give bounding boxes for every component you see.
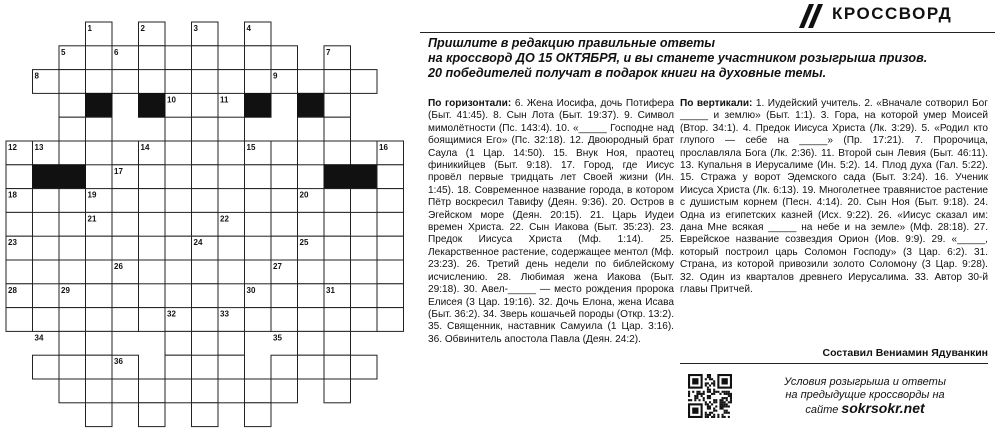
grid-cell[interactable] xyxy=(192,308,219,332)
grid-cell[interactable] xyxy=(271,379,298,403)
grid-cell[interactable] xyxy=(218,70,245,94)
grid-cell[interactable] xyxy=(165,236,192,260)
grid-cell[interactable] xyxy=(6,308,33,332)
cell-number: 13 xyxy=(34,143,44,152)
grid-cell[interactable] xyxy=(271,308,298,332)
grid-cell[interactable] xyxy=(377,212,404,236)
grid-cell[interactable] xyxy=(59,260,86,284)
black-cell xyxy=(33,165,60,189)
grid-cell[interactable] xyxy=(86,141,113,165)
grid-cell[interactable] xyxy=(192,46,219,70)
cell-number: 25 xyxy=(299,238,309,248)
grid-cell[interactable] xyxy=(59,70,86,94)
grid-cell[interactable] xyxy=(377,236,404,260)
footer-divider xyxy=(680,363,988,364)
grid-cell[interactable] xyxy=(59,308,86,332)
grid-cell[interactable] xyxy=(218,117,245,141)
cell-number: 14 xyxy=(140,143,150,152)
grid-cell[interactable] xyxy=(33,284,60,308)
cell-number: 23 xyxy=(8,238,17,248)
cell-number: 29 xyxy=(61,285,70,295)
grid-cell[interactable] xyxy=(59,331,86,355)
down-text: 1. Иудейский учитель. 2. «Вначале сотворил Бог _____ и землю» (Быт. 1:1). 3. Гора, на которой умер Моисей (Втор. 34:1). 4. Предок Иисуса Христа (Лк. 3:29). 5. «Родил кто глупого — себе на _____» (Пр. 17:21). 7. Пророчица, прославляла Бога (Лк. 2:36). 11. Второй сын Левия (Быт. 46:11). 13. Купальня в Иерусалиме (Ин. 5:2). 14. Плод духа (Гал. 5:22). 15. Стража у ворот Эдемского сада (Быт. 3:24). 16. Ученик Иисуса Христа (Лк. 6:13). 19. Многолетнее травянистое растение с душистым корнем (Песн. 4:14). 20. Сын Ноя (Быт. 9:18). 24. Одна из египетских казней (Исх. 9:22). 26. «Иисус сказал им: дана Мне всякая _____ на небе и на земле» (Мф. 28:18). 27. Еврейское название созвездия Орион (Иов. 9:9). 29. «_____, который построил царь Соломон Господу» (3 Цар. 6:2). 31. Страна, из которой привозили золото Соломону (3 Цар. 9:28). 32. Один из кварталов древнего Иерусалима. 33. Автор 30-й главы Притчей. xyxy=(680,98,988,296)
cell-number: 3 xyxy=(193,24,198,33)
grid-cell[interactable] xyxy=(112,189,139,213)
cell-number: 34 xyxy=(34,333,44,343)
grid-cell[interactable] xyxy=(324,331,351,355)
grid-cell[interactable] xyxy=(192,165,219,189)
qr-code-icon xyxy=(688,374,732,418)
black-cell xyxy=(86,93,113,117)
grid-cell[interactable] xyxy=(271,236,298,260)
page-title: КРОССВОРД xyxy=(832,4,953,23)
cell-number: 17 xyxy=(114,166,123,176)
grid-cell[interactable] xyxy=(298,117,325,141)
grid-cell[interactable] xyxy=(324,70,351,94)
grid-cell[interactable] xyxy=(165,260,192,284)
grid-cell[interactable] xyxy=(298,308,325,332)
cell-number: 1 xyxy=(87,24,92,33)
grid-cell[interactable] xyxy=(245,403,272,427)
grid-cell[interactable] xyxy=(218,331,245,355)
grid-cell[interactable] xyxy=(112,379,139,403)
grid-cell[interactable] xyxy=(139,165,166,189)
grid-cell[interactable] xyxy=(218,379,245,403)
cell-number: 26 xyxy=(114,262,123,271)
cell-number: 36 xyxy=(114,357,123,367)
grid-cell[interactable] xyxy=(324,141,351,165)
grid-cell[interactable] xyxy=(298,355,325,379)
grid-cell[interactable] xyxy=(192,379,219,403)
grid-cell[interactable] xyxy=(59,141,86,165)
grid-cell[interactable] xyxy=(192,141,219,165)
grid-cell[interactable] xyxy=(271,212,298,236)
grid-cell[interactable] xyxy=(86,355,113,379)
grid-cell[interactable] xyxy=(165,212,192,236)
down-heading: По вертикали: xyxy=(680,98,753,109)
cell-number: 27 xyxy=(273,262,282,271)
cell-number: 28 xyxy=(8,285,17,295)
down-clues xyxy=(680,98,988,297)
grid-cell[interactable] xyxy=(271,284,298,308)
cell-number: 33 xyxy=(220,309,229,319)
intro-line: на кроссворд ДО 15 ОКТЯБРЯ, и вы станете участником розыгрыша призов. xyxy=(428,51,928,65)
grid-cell[interactable] xyxy=(112,236,139,260)
grid-cell[interactable] xyxy=(86,260,113,284)
grid-cell[interactable] xyxy=(59,212,86,236)
grid-cell[interactable] xyxy=(59,189,86,213)
grid-cell[interactable] xyxy=(112,308,139,332)
grid-cell[interactable] xyxy=(377,260,404,284)
intro-line: 20 победителей получат в подарок книги на духовные темы. xyxy=(428,66,827,80)
grid-cell[interactable] xyxy=(351,236,378,260)
grid-cell[interactable] xyxy=(112,141,139,165)
grid-cell[interactable] xyxy=(245,189,272,213)
grid-cell[interactable] xyxy=(271,165,298,189)
grid-cell[interactable] xyxy=(33,236,60,260)
black-cell xyxy=(324,165,351,189)
cell-number: 31 xyxy=(326,285,335,295)
cell-number: 21 xyxy=(87,214,97,224)
grid-cell[interactable] xyxy=(59,355,86,379)
cell-number: 32 xyxy=(167,309,176,319)
site-link[interactable]: sokrsokr.net xyxy=(841,400,925,416)
cell-number: 24 xyxy=(193,238,203,248)
grid-cell[interactable] xyxy=(192,331,219,355)
grid-cell[interactable] xyxy=(6,212,33,236)
grid-cell[interactable] xyxy=(351,70,378,94)
grid-cell[interactable] xyxy=(86,308,113,332)
black-cell xyxy=(245,93,272,117)
cell-number: 15 xyxy=(246,143,256,152)
grid-cell[interactable] xyxy=(165,70,192,94)
cell-number: 2 xyxy=(140,24,145,33)
grid-cell[interactable] xyxy=(377,165,404,189)
grid-cell[interactable] xyxy=(192,260,219,284)
cell-number: 19 xyxy=(87,190,97,200)
author-credit: Составил Вениамин Ядуванкин xyxy=(822,347,988,359)
cell-number: 8 xyxy=(34,71,39,81)
grid-cell[interactable] xyxy=(245,379,272,403)
grid-cell[interactable] xyxy=(139,308,166,332)
grid-cell[interactable] xyxy=(192,403,219,427)
grid-cell[interactable] xyxy=(298,70,325,94)
grid-cell[interactable] xyxy=(324,212,351,236)
grid-cell[interactable] xyxy=(86,70,113,94)
grid-cell[interactable] xyxy=(192,212,219,236)
cell-number: 9 xyxy=(273,71,278,81)
grid-cell[interactable] xyxy=(139,236,166,260)
grid-cell[interactable] xyxy=(377,189,404,213)
grid-cell[interactable] xyxy=(271,141,298,165)
cell-number: 7 xyxy=(326,47,331,57)
grid-cell[interactable] xyxy=(351,355,378,379)
grid-cell[interactable] xyxy=(139,284,166,308)
grid-cell[interactable] xyxy=(86,117,113,141)
grid-cell[interactable] xyxy=(139,379,166,403)
grid-cell[interactable] xyxy=(298,141,325,165)
grid-cell[interactable] xyxy=(377,284,404,308)
grid-cell[interactable] xyxy=(245,46,272,70)
cell-number: 11 xyxy=(220,95,229,105)
cell-number: 16 xyxy=(379,143,388,152)
grid-cell[interactable] xyxy=(6,260,33,284)
grid-cell[interactable] xyxy=(351,308,378,332)
grid-cell[interactable] xyxy=(324,117,351,141)
black-cell xyxy=(298,93,325,117)
grid-cell[interactable] xyxy=(218,46,245,70)
grid-cell[interactable] xyxy=(112,284,139,308)
grid-cell[interactable] xyxy=(165,379,192,403)
grid-cell[interactable] xyxy=(324,260,351,284)
grid-cell[interactable] xyxy=(192,117,219,141)
grid-cell[interactable] xyxy=(351,189,378,213)
header-divider xyxy=(420,32,995,33)
grid-cell[interactable] xyxy=(165,117,192,141)
grid-cell[interactable] xyxy=(245,165,272,189)
grid-cell[interactable] xyxy=(271,189,298,213)
cell-number: 20 xyxy=(299,190,309,200)
footer-line: на предыдущие кроссворды на xyxy=(785,389,945,401)
grid-cell[interactable] xyxy=(218,355,245,379)
grid-cell[interactable] xyxy=(298,331,325,355)
grid-cell[interactable] xyxy=(112,70,139,94)
grid-cell[interactable] xyxy=(218,165,245,189)
grid-cell[interactable] xyxy=(165,165,192,189)
grid-cell[interactable] xyxy=(298,212,325,236)
grid-cell[interactable] xyxy=(245,236,272,260)
grid-cell[interactable] xyxy=(165,331,192,355)
grid-cell[interactable] xyxy=(86,331,113,355)
grid-cell[interactable] xyxy=(245,308,272,332)
grid-cell[interactable] xyxy=(192,93,219,117)
grid-cell[interactable] xyxy=(192,189,219,213)
grid-cell[interactable] xyxy=(139,189,166,213)
grid-cell[interactable] xyxy=(298,260,325,284)
across-text: 6. Жена Иосифа, дочь Потифера (Быт. 41:45). 8. Сын Лота (Быт. 19:37). 9. Символ мимолётности (Пс. 143:4). 10. «_____ Господне над боящимися Его» (Пс. 32:18). 12. Двоюродный брат Саула (1 Цар. 14:50). 15. Внук Ноя, праотец финикийцев (Быт. 9:18). 17. Город, где Иисус провёл первые тридцать лет Своей жизни (Ин. 1:45). 18. Современное название города, в котором Пётр воскресил Тавифу (Деян. 9:36). 20. Остров в Эгейском море (Деян. 20:15). 21. Царь Иудеи времен Христа. 22. Сын Иакова (Быт. 35:23). 23. Предок Иисуса Христа (Мф. 1:14). 25. Лекарственное растение, содержащее ментол (Мф. 23:23). 26. Третий день недели по библейскому исчислению. 28. Любимая жена Иакова (Быт. 29:18). 30. Авел-_____ — место рождения пророка Елисея (3 Цар. 19:16). 32. Дочь Елона, жена Исава (Быт. 36:2). 34. Зверь кошачьей породы (Откр. 13:2). 35. Священник, наставник Самуила (1 Цар. 3:16). 36. Обвинитель апостола Павла (Деян. 24:2). xyxy=(428,98,674,345)
grid-cell[interactable] xyxy=(271,355,298,379)
grid-cell[interactable] xyxy=(112,212,139,236)
cell-number: 4 xyxy=(246,24,251,33)
footer-site-prefix: сайте xyxy=(805,404,842,416)
grid-cell[interactable] xyxy=(59,379,86,403)
grid-cell[interactable] xyxy=(86,403,113,427)
grid-cell[interactable] xyxy=(139,403,166,427)
grid-cell[interactable] xyxy=(324,379,351,403)
grid-cell[interactable] xyxy=(165,355,192,379)
grid-cell[interactable] xyxy=(271,46,298,70)
cell-number: 6 xyxy=(114,47,119,57)
grid-cell[interactable] xyxy=(218,236,245,260)
cell-number: 10 xyxy=(167,95,176,105)
grid-cell[interactable] xyxy=(298,284,325,308)
footer-note xyxy=(745,376,985,417)
grid-cell[interactable] xyxy=(33,189,60,213)
grid-cell[interactable] xyxy=(218,260,245,284)
grid-cell[interactable] xyxy=(351,284,378,308)
grid-cell[interactable] xyxy=(324,308,351,332)
diagonal-stripes-icon xyxy=(795,2,827,30)
grid-cell[interactable] xyxy=(86,236,113,260)
grid-cell[interactable] xyxy=(6,165,33,189)
grid-cell[interactable] xyxy=(165,46,192,70)
grid-cell[interactable] xyxy=(33,355,60,379)
black-cell xyxy=(139,93,166,117)
grid-cell[interactable] xyxy=(351,141,378,165)
intro-text xyxy=(428,36,968,81)
grid-cell[interactable] xyxy=(324,236,351,260)
crossword-grid xyxy=(0,0,410,448)
intro-line: Пришлите в редакцию правильные ответы xyxy=(428,36,716,50)
grid-cell[interactable] xyxy=(377,308,404,332)
cell-number: 30 xyxy=(246,285,256,295)
grid-cell[interactable] xyxy=(33,308,60,332)
grid-cell[interactable] xyxy=(324,93,351,117)
grid-cell[interactable] xyxy=(59,93,86,117)
cell-number: 35 xyxy=(273,333,282,343)
cell-number: 12 xyxy=(8,143,17,152)
grid-cell[interactable] xyxy=(139,46,166,70)
grid-cell[interactable] xyxy=(192,284,219,308)
across-heading: По горизонтали: xyxy=(428,98,512,109)
grid-cell[interactable] xyxy=(324,189,351,213)
grid-cell[interactable] xyxy=(324,355,351,379)
grid-cell[interactable] xyxy=(86,284,113,308)
grid-cell[interactable] xyxy=(59,236,86,260)
cell-number: 5 xyxy=(61,47,66,57)
cell-number: 18 xyxy=(8,190,17,200)
across-clues xyxy=(428,98,674,346)
footer-line: Условия розыгрыша и ответы xyxy=(784,376,946,388)
black-cell xyxy=(59,165,86,189)
grid-cell[interactable] xyxy=(59,117,86,141)
cell-number: 22 xyxy=(220,214,229,224)
black-cell xyxy=(351,165,378,189)
